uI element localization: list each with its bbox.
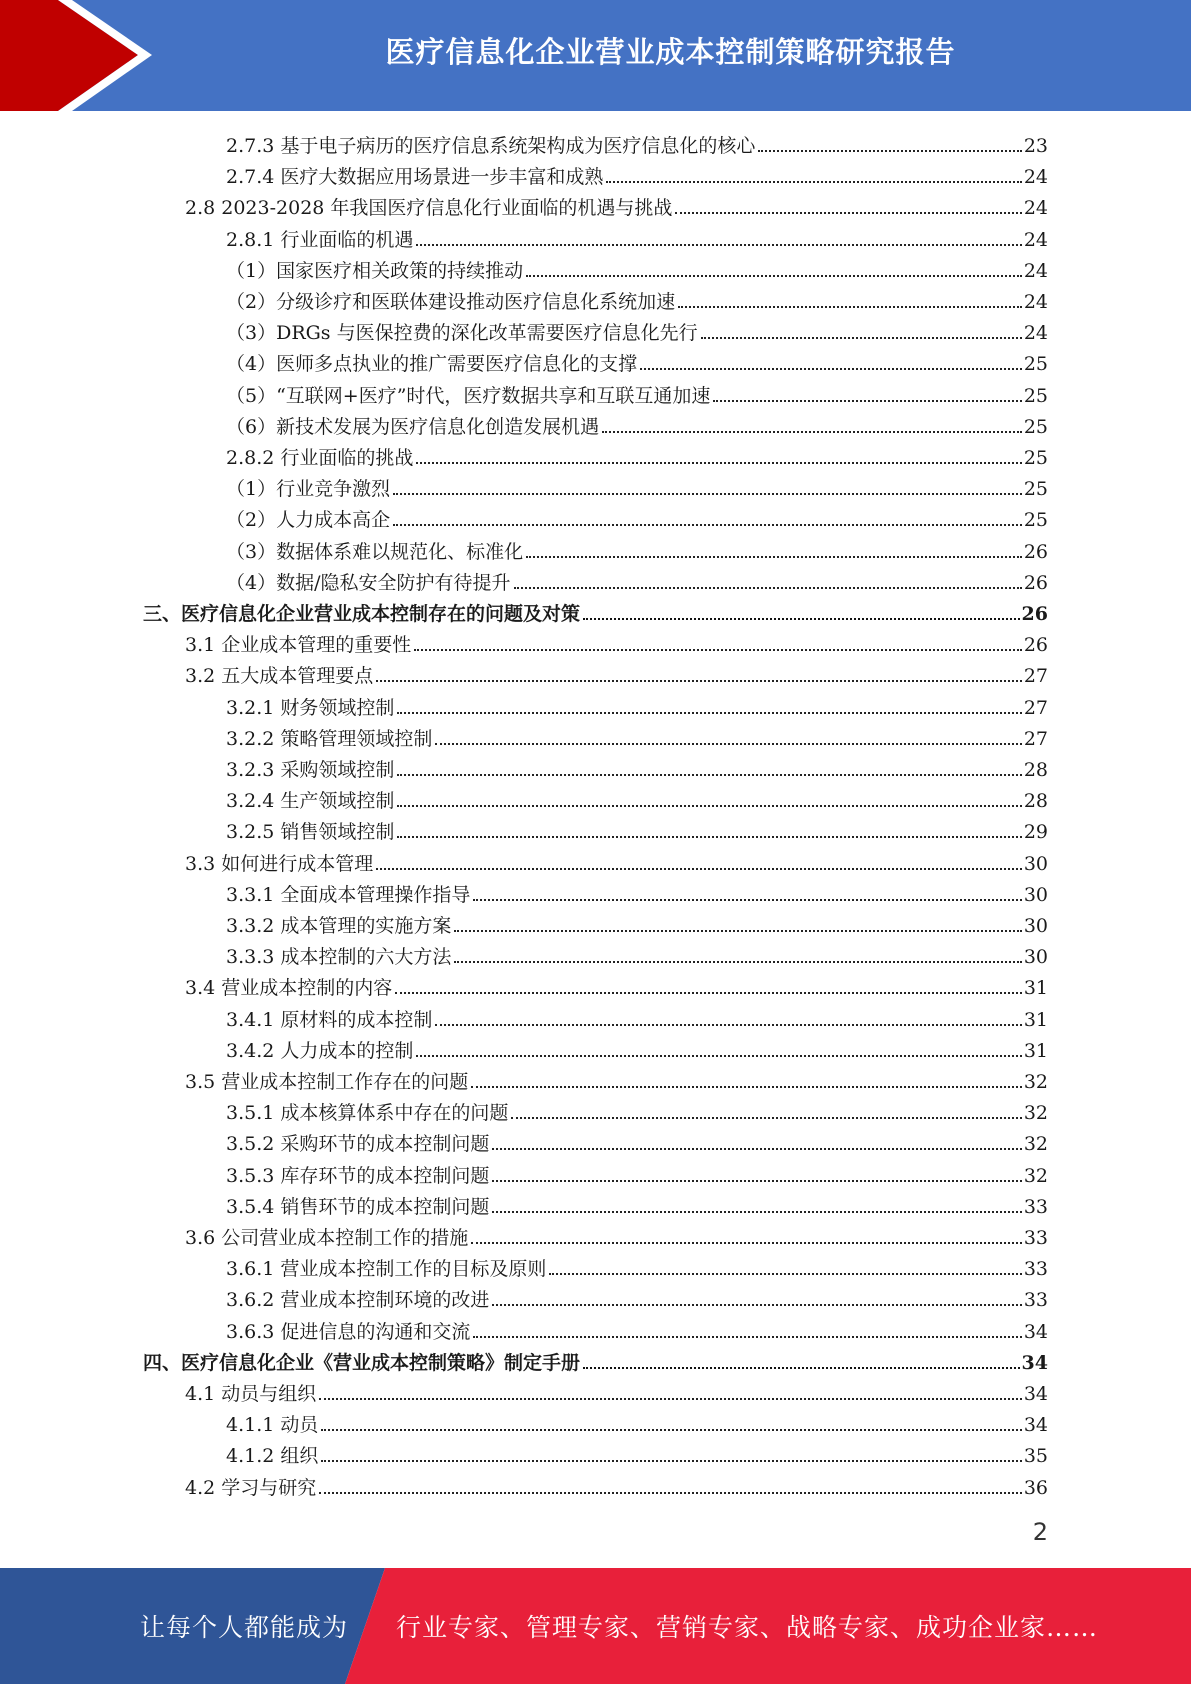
- toc-dot-leader: [435, 1024, 1021, 1026]
- toc-entry-label: 3.3 如何进行成本管理: [185, 852, 374, 875]
- toc-entry[interactable]: [226, 689, 1048, 720]
- toc-entry-label: 4.2 学习与研究: [185, 1476, 317, 1499]
- toc-entry-page: 32: [1023, 1071, 1048, 1093]
- footer-slogan-right: 行业专家、管理专家、营销专家、战略专家、成功企业家……: [396, 1613, 1099, 1642]
- toc-entry-label: 3.2 五大成本管理要点: [185, 665, 374, 688]
- toc-entry-label: （5）“互联网+医疗”时代，医疗数据共享和互联互通加速: [226, 384, 711, 407]
- toc-entry-page: 34: [1023, 1320, 1048, 1343]
- toc-dot-leader: [416, 1055, 1021, 1057]
- toc-entry-page: 26: [1023, 571, 1048, 594]
- header-arrow-graphic: [0, 0, 160, 111]
- toc-entry-label: 2.7.3 基于电子病历的医疗信息系统架构成为医疗信息化的核心: [226, 135, 756, 157]
- toc-entry-page: 30: [1023, 946, 1048, 969]
- toc-entry-page: 31: [1023, 1008, 1048, 1031]
- toc-entry[interactable]: [226, 720, 1048, 751]
- toc-entry-label: 3.4.1 原材料的成本控制: [226, 1008, 433, 1031]
- toc-dot-leader: [713, 400, 1021, 402]
- toc-entry[interactable]: [226, 283, 1048, 314]
- toc-entry-page: 25: [1023, 478, 1048, 501]
- toc-dot-leader: [583, 1367, 1020, 1369]
- toc-entry[interactable]: [226, 1094, 1048, 1125]
- toc-entry[interactable]: [226, 533, 1048, 564]
- toc-entry[interactable]: [226, 1032, 1048, 1063]
- toc-entry-label: 3.3.2 成本管理的实施方案: [226, 915, 452, 937]
- toc-entry[interactable]: [226, 876, 1048, 907]
- toc-entry-page: 24: [1023, 166, 1048, 189]
- toc-entry-label: 3.2.2 策略管理领域控制: [226, 727, 433, 750]
- toc-entry[interactable]: [185, 1063, 1048, 1094]
- toc-dot-leader: [416, 244, 1021, 246]
- toc-dot-leader: [454, 930, 1021, 932]
- toc-entry-page: 30: [1023, 915, 1048, 937]
- toc-entry[interactable]: [226, 1188, 1048, 1219]
- toc-entry-page: 24: [1023, 228, 1048, 251]
- toc-entry-label: （1）国家医疗相关政策的持续推动: [226, 259, 524, 282]
- toc-dot-leader: [397, 836, 1021, 838]
- toc-entry-label: 四、医疗信息化企业《营业成本控制策略》制定手册: [143, 1351, 581, 1374]
- toc-dot-leader: [701, 337, 1022, 339]
- toc-dot-leader: [471, 1242, 1022, 1244]
- toc-entry-label: （2）分级诊疗和医联体建设推动医疗信息化系统加速: [226, 291, 676, 313]
- toc-dot-leader: [435, 743, 1021, 745]
- toc-dot-leader: [492, 1180, 1021, 1182]
- toc-dot-leader: [397, 774, 1021, 776]
- toc-entry-label: 3.5.3 库存环节的成本控制问题: [226, 1164, 490, 1187]
- toc-entry-page: 36: [1023, 1476, 1048, 1499]
- toc-entry-label: 三、医疗信息化企业营业成本控制存在的问题及对策: [143, 603, 581, 625]
- toc-entry-page: 33: [1023, 1227, 1048, 1249]
- toc-entry[interactable]: [226, 1125, 1048, 1156]
- toc-entry-page: 34: [1021, 1351, 1048, 1374]
- toc-entry-label: （6）新技术发展为医疗信息化创造发展机遇: [226, 415, 600, 438]
- toc-entry-label: 3.6.3 促进信息的沟通和交流: [226, 1320, 471, 1343]
- toc-entry-page: 26: [1023, 540, 1048, 563]
- toc-entry-page: 24: [1023, 291, 1048, 313]
- toc-dot-leader: [376, 868, 1022, 870]
- toc-entry-label: 2.7.4 医疗大数据应用场景进一步丰富和成熟: [226, 166, 604, 189]
- toc-entry[interactable]: [143, 595, 1048, 626]
- page-header: [0, 0, 1191, 111]
- toc-entry[interactable]: [143, 1344, 1048, 1375]
- toc-entry-label: 2.8.2 行业面临的挑战: [226, 447, 414, 469]
- toc-entry[interactable]: [226, 158, 1048, 189]
- toc-entry[interactable]: [226, 470, 1048, 501]
- toc-entry[interactable]: [185, 657, 1048, 688]
- toc-entry[interactable]: [185, 845, 1048, 876]
- toc-entry-label: 3.6 公司营业成本控制工作的措施: [185, 1227, 469, 1249]
- toc-entry-label: （3）数据体系难以规范化、标准化: [226, 540, 524, 563]
- toc-entry-page: 24: [1023, 197, 1048, 220]
- toc-entry-label: 2.8.1 行业面临的机遇: [226, 228, 414, 251]
- toc-entry-page: 31: [1023, 977, 1048, 1000]
- toc-entry[interactable]: [226, 751, 1048, 782]
- toc-entry-label: 3.6.1 营业成本控制工作的目标及原则: [226, 1258, 547, 1281]
- toc-entry[interactable]: [185, 626, 1048, 657]
- toc-entry[interactable]: [226, 501, 1048, 532]
- toc-entry-page: 28: [1023, 759, 1048, 781]
- toc-dot-leader: [397, 805, 1021, 807]
- toc-entry-page: 34: [1023, 1414, 1048, 1437]
- toc-dot-leader: [454, 961, 1021, 963]
- toc-dot-leader: [758, 150, 1021, 152]
- toc-entry[interactable]: [226, 345, 1048, 376]
- toc-entry-page: 23: [1023, 135, 1048, 157]
- toc-dot-leader: [606, 181, 1021, 183]
- toc-entry-label: 3.2.4 生产领域控制: [226, 790, 395, 813]
- toc-entry[interactable]: [226, 564, 1048, 595]
- toc-entry-label: 3.5.2 采购环节的成本控制问题: [226, 1133, 490, 1156]
- toc-dot-leader: [583, 618, 1020, 620]
- toc-dot-leader: [526, 556, 1022, 558]
- toc-dot-leader: [678, 306, 1022, 308]
- toc-entry-page: 26: [1021, 603, 1048, 625]
- toc-dot-leader: [526, 275, 1022, 277]
- toc-entry[interactable]: [226, 1250, 1048, 1281]
- toc-entry-label: 3.5.4 销售环节的成本控制问题: [226, 1195, 490, 1218]
- toc-dot-leader: [395, 992, 1022, 994]
- toc-entry-label: （4）数据/隐私安全防护有待提升: [226, 571, 511, 594]
- page-number: 2: [1032, 1518, 1048, 1546]
- toc-dot-leader: [511, 1117, 1021, 1119]
- toc-entry[interactable]: [226, 127, 1048, 158]
- toc-entry[interactable]: [226, 377, 1048, 408]
- toc-entry-page: 25: [1023, 509, 1048, 532]
- toc-entry-label: 3.6.2 营业成本控制环境的改进: [226, 1289, 490, 1312]
- toc-entry-page: 33: [1023, 1195, 1048, 1218]
- toc-entry[interactable]: [226, 938, 1048, 969]
- toc-entry-label: 4.1.1 动员: [226, 1414, 319, 1437]
- toc-dot-leader: [492, 1148, 1021, 1150]
- toc-entry[interactable]: [226, 252, 1048, 283]
- toc-entry[interactable]: [185, 189, 1048, 220]
- toc-dot-leader: [473, 1336, 1021, 1338]
- toc-entry-page: 28: [1023, 790, 1048, 813]
- toc-entry-page: 25: [1023, 384, 1048, 407]
- toc-entry[interactable]: [185, 1219, 1048, 1250]
- toc-entry-label: 3.3.1 全面成本管理操作指导: [226, 883, 471, 906]
- toc-dot-leader: [319, 1398, 1022, 1400]
- toc-entry[interactable]: [226, 1001, 1048, 1032]
- toc-entry-page: 27: [1023, 665, 1048, 688]
- toc-entry-page: 25: [1023, 415, 1048, 438]
- toc-entry-page: 30: [1023, 852, 1048, 875]
- toc-entry-label: 3.5.1 成本核算体系中存在的问题: [226, 1102, 509, 1125]
- toc-entry-label: 3.2.1 财务领域控制: [226, 696, 395, 719]
- toc-entry-page: 25: [1023, 353, 1048, 376]
- toc-entry-page: 34: [1023, 1383, 1048, 1405]
- toc-dot-leader: [514, 587, 1022, 589]
- toc-entry[interactable]: [226, 1437, 1048, 1468]
- toc-entry-page: 24: [1023, 322, 1048, 345]
- toc-dot-leader: [549, 1273, 1021, 1275]
- toc-entry[interactable]: [226, 221, 1048, 252]
- toc-dot-leader: [321, 1460, 1021, 1462]
- toc-entry-page: 29: [1023, 821, 1048, 844]
- toc-dot-leader: [492, 1304, 1021, 1306]
- toc-entry-page: 32: [1023, 1102, 1048, 1125]
- toc-entry-page: 32: [1023, 1164, 1048, 1187]
- toc-entry-label: 3.3.3 成本控制的六大方法: [226, 946, 452, 969]
- toc-entry-label: （1）行业竞争激烈: [226, 478, 391, 501]
- toc-dot-leader: [397, 712, 1021, 714]
- toc-dot-leader: [492, 1211, 1021, 1213]
- document-title: 医疗信息化企业营业成本控制策略研究报告: [385, 34, 956, 69]
- toc-entry-label: 3.2.5 销售领域控制: [226, 821, 395, 844]
- toc-entry[interactable]: [226, 314, 1048, 345]
- toc-entry-label: 2.8 2023-2028 年我国医疗信息化行业面临的机遇与挑战: [185, 197, 673, 220]
- toc-entry-label: 4.1.2 组织: [226, 1445, 319, 1468]
- toc-entry-page: 27: [1023, 727, 1048, 750]
- toc-entry[interactable]: [226, 1313, 1048, 1344]
- toc-dot-leader: [416, 462, 1021, 464]
- toc-entry-page: 35: [1023, 1445, 1048, 1468]
- toc-dot-leader: [321, 1429, 1021, 1431]
- toc-entry-label: 3.1 企业成本管理的重要性: [185, 634, 412, 657]
- toc-entry-page: 33: [1023, 1258, 1048, 1281]
- toc-entry[interactable]: [226, 782, 1048, 813]
- toc-entry-page: 31: [1023, 1039, 1048, 1062]
- toc-dot-leader: [473, 899, 1021, 901]
- toc-entry[interactable]: [226, 1406, 1048, 1437]
- toc-entry-label: 3.4 营业成本控制的内容: [185, 977, 393, 1000]
- toc-dot-leader: [376, 680, 1022, 682]
- toc-entry-label: （3）DRGs 与医保控费的深化改革需要医疗信息化先行: [226, 322, 698, 345]
- toc-entry-label: 3.5 营业成本控制工作存在的问题: [185, 1071, 469, 1093]
- toc-dot-leader: [640, 368, 1022, 370]
- toc-entry-page: 30: [1023, 883, 1048, 906]
- toc-entry[interactable]: [185, 1469, 1048, 1500]
- toc-entry[interactable]: [226, 408, 1048, 439]
- toc-dot-leader: [393, 524, 1022, 526]
- toc-entry-page: 32: [1023, 1133, 1048, 1156]
- toc-dot-leader: [393, 493, 1022, 495]
- toc-entry[interactable]: [226, 813, 1048, 844]
- toc-entry-page: 25: [1023, 447, 1048, 469]
- toc-dot-leader: [319, 1492, 1022, 1494]
- toc-entry-page: 24: [1023, 259, 1048, 282]
- toc-entry-label: （4）医师多点执业的推广需要医疗信息化的支撑: [226, 353, 638, 376]
- toc-entry[interactable]: [185, 1375, 1048, 1406]
- page-footer: [0, 1568, 1191, 1684]
- toc-entry-page: 33: [1023, 1289, 1048, 1312]
- toc-entry[interactable]: [226, 1157, 1048, 1188]
- toc-entry-page: 26: [1023, 634, 1048, 657]
- toc-entry[interactable]: [185, 969, 1048, 1000]
- toc-entry-label: 4.1 动员与组织: [185, 1383, 317, 1405]
- toc-dot-leader: [675, 212, 1021, 214]
- toc-dot-leader: [414, 649, 1022, 651]
- toc-entry-label: （2）人力成本高企: [226, 509, 391, 532]
- toc-entry-label: 3.4.2 人力成本的控制: [226, 1039, 414, 1062]
- footer-slogan-left: 让每个人都能成为: [140, 1613, 349, 1642]
- toc-dot-leader: [471, 1086, 1022, 1088]
- toc-entry-page: 27: [1023, 696, 1048, 719]
- toc-entry[interactable]: [226, 1281, 1048, 1312]
- toc-entry-label: 3.2.3 采购领域控制: [226, 759, 395, 781]
- toc-entry[interactable]: [226, 439, 1048, 470]
- toc-entry[interactable]: [226, 907, 1048, 938]
- toc-dot-leader: [602, 431, 1022, 433]
